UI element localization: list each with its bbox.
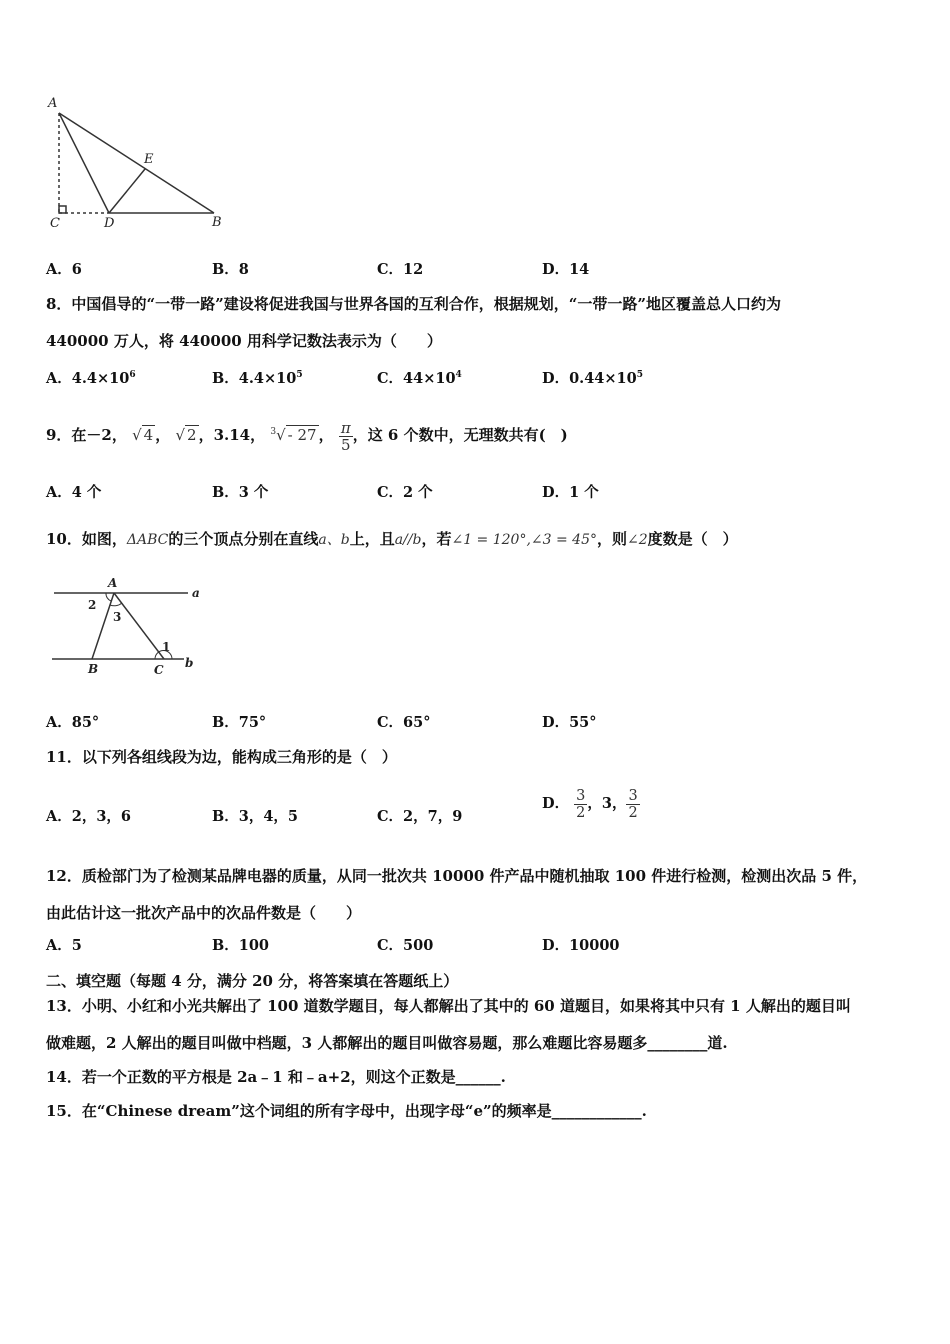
q9-option-d[interactable]: D．1 个 xyxy=(542,484,599,501)
q7-option-d[interactable]: D．14 xyxy=(542,261,590,278)
label-line-a: a xyxy=(192,586,200,600)
q11-stem: 11．以下列各组线段为边，能构成三角形的是（ ） xyxy=(46,748,397,766)
label-c-point: C xyxy=(154,663,164,677)
label-angle-3: 3 xyxy=(113,610,122,624)
q11-option-b[interactable]: B．3，4，5 xyxy=(212,808,299,825)
q12-option-c[interactable]: C．500 xyxy=(377,937,434,954)
q8-option-a[interactable]: A．$4.4\times 10^6$ xyxy=(46,370,136,387)
q8-stem-line1: 8．中国倡导的“一带一路”建设将促进我国与世界各国的互利合作，根据规划，“一带一路”地区覆盖总人口约为 xyxy=(46,295,781,313)
sqrt-2: √ 2 xyxy=(175,426,197,444)
parallel-lines-figure-q10 xyxy=(48,575,208,685)
q8-option-c[interactable]: C．$44\times 10^4$ xyxy=(377,370,462,387)
q9-option-a[interactable]: A．4 个 xyxy=(46,484,102,501)
sqrt-4: √ 4 xyxy=(132,426,154,444)
segment-de xyxy=(109,169,145,213)
q12-option-a[interactable]: A．5 xyxy=(46,937,82,954)
label-angle-2: 2 xyxy=(88,598,97,612)
q12-option-d[interactable]: D．10000 xyxy=(542,937,620,954)
cbrt-neg27: $^3$√ - 27 xyxy=(270,426,317,444)
label-b: B xyxy=(212,215,222,230)
angle-arc-3 xyxy=(110,603,122,606)
q7-option-a[interactable]: A．6 xyxy=(46,261,82,278)
segment-ab xyxy=(59,113,214,213)
label-e: E xyxy=(144,152,154,167)
q10-option-a[interactable]: A．85° xyxy=(46,714,100,731)
label-b-point: B xyxy=(88,662,99,676)
q14-stem: 14．若一个正数的平方根是 2a﹣1 和﹣a+2，则这个正数是______. xyxy=(46,1068,506,1086)
q7-option-b[interactable]: B．8 xyxy=(212,261,249,278)
fraction-3-2-first: $\frac{3}{2}$ xyxy=(576,787,586,821)
fraction-3-2-second: $\frac{3}{2}$ xyxy=(628,787,638,821)
q13-stem-line1: 13．小明、小红和小光共解出了 100 道数学题目，每人都解出了其中的 60 道题目，如果将其中只有 1 人解出的题目叫 xyxy=(46,997,851,1015)
q10-option-b[interactable]: B．75° xyxy=(212,714,267,731)
q12-stem-line2: 由此估计这一批次产品中的次品件数是（ ） xyxy=(46,904,362,922)
segment-ad xyxy=(59,113,109,213)
q10-stem: 10．如图，ΔABC的三个顶点分别在直线a、b上，且a//b，若∠1 = 120°,∠3 = 45°，则∠2度数是（ ） xyxy=(46,530,738,548)
right-angle-mark xyxy=(59,206,66,213)
label-c: C xyxy=(50,216,60,231)
label-angle-1: 1 xyxy=(162,640,171,654)
q15-stem: 15．在“Chinese dream”这个词组的所有字母中，出现字母“e”的频率是____________. xyxy=(46,1102,647,1120)
q9-stem: 9．在－2， √ 4 ， √ 2 ，3.14， $^3$√ - 27 ， $\frac{\pi}{5}$ ，这 6 个数中，无理数共有( ) xyxy=(46,408,568,459)
q8-option-b[interactable]: B．$4.4\times 10^5$ xyxy=(212,370,303,387)
section-fill-in-title: 二、填空题（每题 4 分，满分 20 分，将答案填在答题纸上） xyxy=(46,972,459,990)
q10-option-c[interactable]: C．65° xyxy=(377,714,431,731)
q7-option-c[interactable]: C．12 xyxy=(377,261,424,278)
pi-over-5: $\frac{\pi}{5}$ xyxy=(340,418,351,454)
q12-stem-line1: 12．质检部门为了检测某品牌电器的质量，从同一批次共 10000 件产品中随机抽取 100 件进行检测，检测出次品 5 件， xyxy=(46,867,868,885)
q10-option-d[interactable]: D．55° xyxy=(542,714,597,731)
label-a-point: A xyxy=(108,576,118,590)
q8-stem-line2: 440000 万人，将 440000 用科学记数法表示为（ ） xyxy=(46,332,442,350)
label-line-b: b xyxy=(185,656,194,670)
q11-option-a[interactable]: A．2，3，6 xyxy=(46,808,132,825)
q13-stem-line2: 做难题，2 人解出的题目叫做中档题，3 人都解出的题目叫做容易题，那么难题比容易题多________道. xyxy=(46,1034,728,1052)
q9-option-c[interactable]: C．2 个 xyxy=(377,484,433,501)
angle-arc-2 xyxy=(106,593,111,601)
q11-option-d[interactable]: D． $\frac{3}{2}$ ，3， $\frac{3}{2}$ xyxy=(542,787,638,821)
triangle-figure-q7 xyxy=(40,95,240,240)
q9-option-b[interactable]: B．3 个 xyxy=(212,484,269,501)
q11-option-c[interactable]: C．2，7，9 xyxy=(377,808,463,825)
q8-option-d[interactable]: D．$0.44\times 10^5$ xyxy=(542,370,643,387)
label-a: A xyxy=(48,96,58,111)
q12-option-b[interactable]: B．100 xyxy=(212,937,270,954)
label-d: D xyxy=(104,216,115,231)
